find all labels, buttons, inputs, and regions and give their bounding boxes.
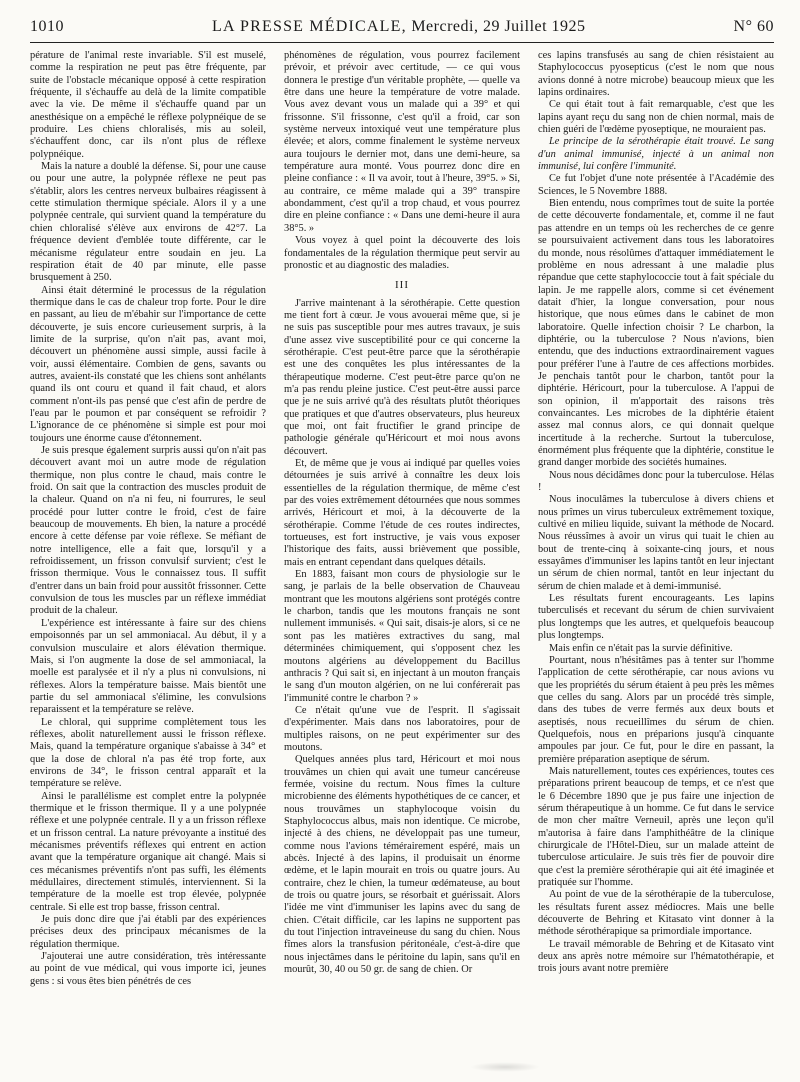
paragraph: J'arrive maintenant à la sérothérapie. Cette question me tient fort à cœur. Je vous avouerai même que, si je ne suis pas susceptible pour mes autres travaux, je suis d'une assez vive susceptibilité pour ce qui concerne la sérothérapie. C'est peut-être parce que la sérothérapie est une des conquêtes les plus intéressantes de la thérapeutique moderne. C'est peut-être parce qu'on ne m'a pas rendu pleine justice. C'est peut-être aussi parce que je ne suis arrivé qu'à des résultats plutôt théoriques que pratiques et que d'autres observateurs, plus heureux que moi, ont fait fructifier le grand principe de pathologie générale qu'Héricourt et moi nous avons découvert. <box>284 297 520 457</box>
running-title <box>212 18 586 36</box>
header-rule <box>30 42 774 43</box>
column-middle <box>284 50 520 988</box>
column-left <box>30 50 266 988</box>
paragraph: Au point de vue de la sérothérapie de la tuberculose, les résultats furent assez médiocres. Mais une belle découverte de Behring et Kitasato vint donner à la méthode sérothérapique sa primordiale importance. <box>538 889 774 938</box>
paragraph: ces lapins transfusés au sang de chien résistaient au Staphylococcus pyosepticus (c'est le nom que nous avions donné à notre microbe) beaucoup mieux que les lapins ordinaires. <box>538 50 774 99</box>
column-right <box>538 50 774 988</box>
paragraph: Le principe de la sérothérapie était trouvé. Le sang d'un animal immunisé, injecté à un animal non immunisé, lui confère l'immunité. <box>538 136 774 173</box>
print-smudge <box>470 1062 540 1072</box>
paragraph: Ce fut l'objet d'une note présentée à l'Académie des Sciences, le 5 Novembre 1888. <box>538 173 774 197</box>
paragraph: J'ajouterai une autre considération, très intéressante au point de vue médical, qui vous importe ici, jeunes gens : si vous êtes bien pénétrés de ces <box>30 951 266 987</box>
paragraph: Je suis presque également surpris aussi qu'on n'ait pas découvert avant moi un autre mode de régulation thermique, non plus contre le chaud, mais contre le froid. On sait que la contraction des muscles produit de la chaleur. Quand on n'a ni feu, ni fourrures, le seul procédé pour lutter contre le froid, c'est de faire beaucoup de mouvements. Eh bien, la nature a procédé encore à cette défense par voie réflexe. Se méfiant de notre intelligence, elle a fait que, lorsqu'il y a refroidissement, un frisson convulsif survient; c'est le frisson thermique. Vous le connaissez tous. Il suffit d'entrer dans un bain froid pour aussitôt frissonner. Cette convulsion de tous les muscles par un réflexe immédiat produit de la chaleur. <box>30 445 266 617</box>
paragraph: L'expérience est intéressante à faire sur des chiens empoisonnés par un sel ammoniacal. Au début, il y a convulsion musculaire et alors élévation thermique. Mais, si l'on augmente la dose de sel ammoniacal, la moelle est paralysée et il n'y a plus ni convulsions, ni réflexes. Alors la température baisse. Mais bientôt une partie du sel ammoniacal s'élimine, les convulsions reparaissent et la température se relève. <box>30 617 266 716</box>
paragraph: Bien entendu, nous comprîmes tout de suite la portée de cette découverte fondamentale, et, comme il ne faut pas attendre en un temps où les recherches de ce genre se poursuivaient activement dans tous les laboratoires du monde, nous résolûmes d'attaquer immédiatement le problème en nous adressant à une maladie plus répandue que cette staphylococcie tout à fait spéciale du lapin. Je me rappelle alors, comme si cet événement datait d'hier, la longue conversation, pour nous historique, que nous eûmes dans le cabinet de mon laboratoire. Quelle infection choisir ? Le charbon, la diphtérie, ou la tuberculose ? Nous n'avions, bien entendu, que des inductions extraordinairement vagues pour préférer l'une à l'autre de ces affections morbides. Je penchais tantôt pour le charbon, tantôt pour la diphtérie. Héricourt, pour la tuberculose. A l'appui de son opinion, il m'apportait des raisons très convaincantes. Les microbes de la diphtérie étaient assez mal connus alors, ce qui donnait quelque incertitude à la recherche. Surtout la tuberculose, énormément plus fréquente que la diphtérie, constitue le grand danger morbide des sociétés humaines. <box>538 198 774 469</box>
paragraph: Quelques années plus tard, Héricourt et moi nous trouvâmes un chien qui avait une tumeur cancéreuse fermée, voisine du rectum. Nous fîmes la culture microbienne des éléments hypothétiques de ce cancer, et nous trouvâmes un staphylocoque voisin du Staphylococcus albus, mais non identique. Ce microbe, injecté à des chiens, ne développait pas une tumeur, comme nous l'avions témérairement espéré, mais un abcès. Injecté à des lapins, il produisait un énorme œdème, et le lapin mourait en trois ou quatre jours. Au contraire, chez le chien, la tumeur œdémateuse, au bout de trois ou quatre jours, se résorbait et guérissait. Alors l'idée me vint d'immuniser les lapins avec du sang de chien. C'était difficile, car les lapins ne supportent pas du tout l'injection intraveineuse du sang du chien. Nous fîmes alors la transfusion péritonéale, c'est-à-dire que nous injectâmes dans le péritoine du lapin, sans qu'il en mourût, 30, 40 ou 50 gr. de sang de chien. Or <box>284 754 520 976</box>
paragraph: Mais enfin ce n'était pas la survie définitive. <box>549 642 733 654</box>
paragraph: Ainsi était déterminé le processus de la régulation thermique dans le cas de chaleur trop forte. Pour le dire en passant, au lieu de m'ébahir sur l'importance de cette découverte, je suis encore curieusement surpris, à la limite de la surprise, qu'on n'ait pas, avant moi, découvert un phénomène aussi simple, aussi facile à voir, aussi élémentaire. Combien de gens, savants ou autres, avaient-ils constaté que les chiens sont anhélants quand ils ont couru et quand il fait chaud, et alors comment n'ont-ils pas pensé que c'est afin de perdre de l'eau par le poumon et par conséquent se refroidir ? L'ignorance de ce phénomène si simple est pour moi toujours une énorme cause d'étonnement. <box>30 284 266 444</box>
paragraph: Ainsi le parallélisme est complet entre la polypnée thermique et le frisson thermique. Il y a une polypnée réflexe et une polypnée centrale. Il y a un frisson réflexe et un frisson central. La nature prévoyante a institué des mécanismes préventifs réflexes qui entrent en action avant que la température organique ait changé. Mais si ces mécanismes préventifs n'ont pas suffi, les éléments médullaires, directement stimulés, interviennent. Si la température de la moelle est trop élevée, polypnée centrale. Si elle est trop basse, frisson central. <box>30 790 266 913</box>
paragraph: Et, de même que je vous ai indiqué par quelles voies détournées je suis arrivé à connaître les deux lois essentielles de la régulation thermique, de même c'est par des voies extrêmement détournées que nous sommes arrivés, Héricourt et moi, à la découverte de la sérothérapie. Comme l'étude de ces routes indirectes, tortueuses, est fort instructive, je vais vous exposer l'historique des faits, aussi brièvement que possible, mais en entrant cependant dans quelques détails. <box>284 458 520 568</box>
paragraph: Ce qui était tout à fait remarquable, c'est que les lapins ayant reçu du sang non de chien normal, mais de chien guéri de l'œdème pyoseptique, ne mouraient pas. <box>538 99 774 136</box>
running-header <box>30 0 774 40</box>
publication-name: LA PRESSE MÉDICALE, <box>211 18 407 35</box>
paragraph: Mais la nature a doublé la défense. Si, pour une cause ou pour une autre, la polypnée réflexe ne peut pas s'établir, alors les centres nerveux bulbaires réagissent à cette stimulation thermique spéciale. Alors il y a une polypnée centrale, qui survient quand la température du chien chloralisé s'élève aux environs de 42°7. La fréquence devient d'emblée toute différente, car le mécanisme régulateur entre soudain en jeu. La respiration était de 40 par minute, elle passe brusquement à 250. <box>30 161 266 284</box>
paragraph: Pourtant, nous n'hésitâmes pas à tenter sur l'homme l'application de cette sérothérapie, car nous avions vu que les propriétés du sérum étaient à peu près les mêmes que celles du sang. Alors par un procédé très simple, dans des tubes de verre fermés aux deux bouts et aseptisés, nous recueillîmes du sérum de chien. Quelquefois, nous en préparions jusqu'à cinquante ampoules par jour. Ce fut, pour le dire en passant, la première préparation aseptique de sérum. <box>538 654 774 765</box>
section-heading: III <box>395 279 409 292</box>
paragraph: En 1883, faisant mon cours de physiologie sur le sang, je parlais de la belle observation de Chauveau montrant que les moutons algériens sont protégés contre le charbon, tandis que les moutons français ne sont nullement immunisés. « Qui sait, disais-je alors, si ce ne sont pas les matières extractives du sang, mal déterminées chimiquement, qui s'opposent chez les moutons algériens au développement du Bacillus anthracis ? Qui sait si, en injectant à un mouton français le sang d'un mouton algérien, on ne lui conférerait pas l'immunité contre le charbon ? » <box>284 569 520 704</box>
paragraph: Le travail mémorable de Behring et de Kitasato vint deux ans après notre mémoire sur l'hématothérapie, et trois jours avant notre première <box>538 938 774 975</box>
paragraph: Ce n'était qu'une vue de l'esprit. Il s'agissait d'expérimenter. Mais dans nos laboratoires, pour de multiples raisons, on ne peut expérimenter sur des moutons. <box>284 704 520 753</box>
issue-date: Mercredi, 29 Juillet 1925 <box>411 18 586 35</box>
paragraph: Mais naturellement, toutes ces expériences, toutes ces préparations prirent beaucoup de temps, et ce n'est que le 6 Décembre 1890 que je pus faire une injection de sérum thérapeutique à un homme. Ce fut dans le service de mon cher maître Verneuil, après une leçon qu'il m'autorisa à faire dans l'amphithéâtre de la clinique chirurgicale de l'Hôtel-Dieu, sur un malade atteint de tuberculose articulaire. Je suis très fier de pouvoir dire que c'est la première sérothérapie qui ait été imaginée et pratiquée sur l'homme. <box>538 765 774 889</box>
paragraph: Les résultats furent encourageants. Les lapins tuberculisés et recevant du sérum de chien survivaient plus longtemps que les autres, et quelquefois beaucoup plus longtemps. <box>538 593 774 642</box>
issue-number: N° 60 <box>733 18 774 35</box>
paragraph: pérature de l'animal reste invariable. S'il est muselé, comme la respiration ne peut pas être fréquente, par suite de l'obstacle mécanique opposé à cette respiration fréquente, il s'échauffe au delà de la limite compatible avec la vie. De même il s'échauffe quand par un anesthésique on a empêché le réflexe polypnéique de se produire. Les chiens chloralisés, mis au soleil, s'échauffent donc, car ils n'ont plus de réflexe polypnéique. <box>30 50 266 160</box>
text-columns <box>30 50 774 988</box>
page-number: 1010 <box>30 18 64 35</box>
paragraph: phénomènes de régulation, vous pourrez facilement prévoir, et prévoir avec certitude, — ce qui vous donnera le prestige d'un véritable prophète, — quelle va être dans une heure la température de votre malade. Vous avez devant vous un malade qui a 39° et qui frissonne. S'il frissonne, c'est qu'il a froid, car son système nerveux intoxiqué veut une température plus élevée; et alors, comme finalement le système nerveux aura toujours le dernier mot, dans une demi-heure, sa température aura monté. Vous pourrez donc dire en pleine confiance : « Il va avoir, tout à l'heure, 39°5. » Si, au contraire, ce même malade qui a 39° transpire abondamment, c'est qu'il a trop chaud, et vous pourrez dire en pleine confiance : « Dans une demi-heure il aura 38°5. » <box>284 50 520 234</box>
paragraph: Le chloral, qui supprime complètement tous les réflexes, abolit naturellement aussi le frisson réflexe. Mais, quand la température organique s'abaisse à 34° et que la dose de chloral n'a pas été trop forte, aux environs de 34°, le frisson central apparaît et la température se relève. <box>30 716 266 790</box>
paragraph: Vous voyez à quel point la découverte des lois fondamentales de la régulation thermique peut servir au pronostic et au diagnostic des maladies. <box>284 235 520 271</box>
paragraph: Nous nous décidâmes donc pour la tuberculose. Hélas ! <box>538 469 774 494</box>
paragraph: Nous inoculâmes la tuberculose à divers chiens et nous prîmes un virus tuberculeux extrêmement toxique, cultivé en milieu liquide, suivant la méthode de Nocard. Nous réussîmes à avoir un virus qui tuait le chien au bout de trente-cinq à soixante-cinq jours, et nous essayâmes d'immuniser les lapins tantôt en leur injectant un sérum de chien normal, tantôt en leur injectant du sérum de chien malade et à demi-immunisé. <box>538 494 774 592</box>
paragraph: Je puis donc dire que j'ai établi par des expériences précises deux des principaux mécanismes de la régulation thermique. <box>30 914 266 950</box>
